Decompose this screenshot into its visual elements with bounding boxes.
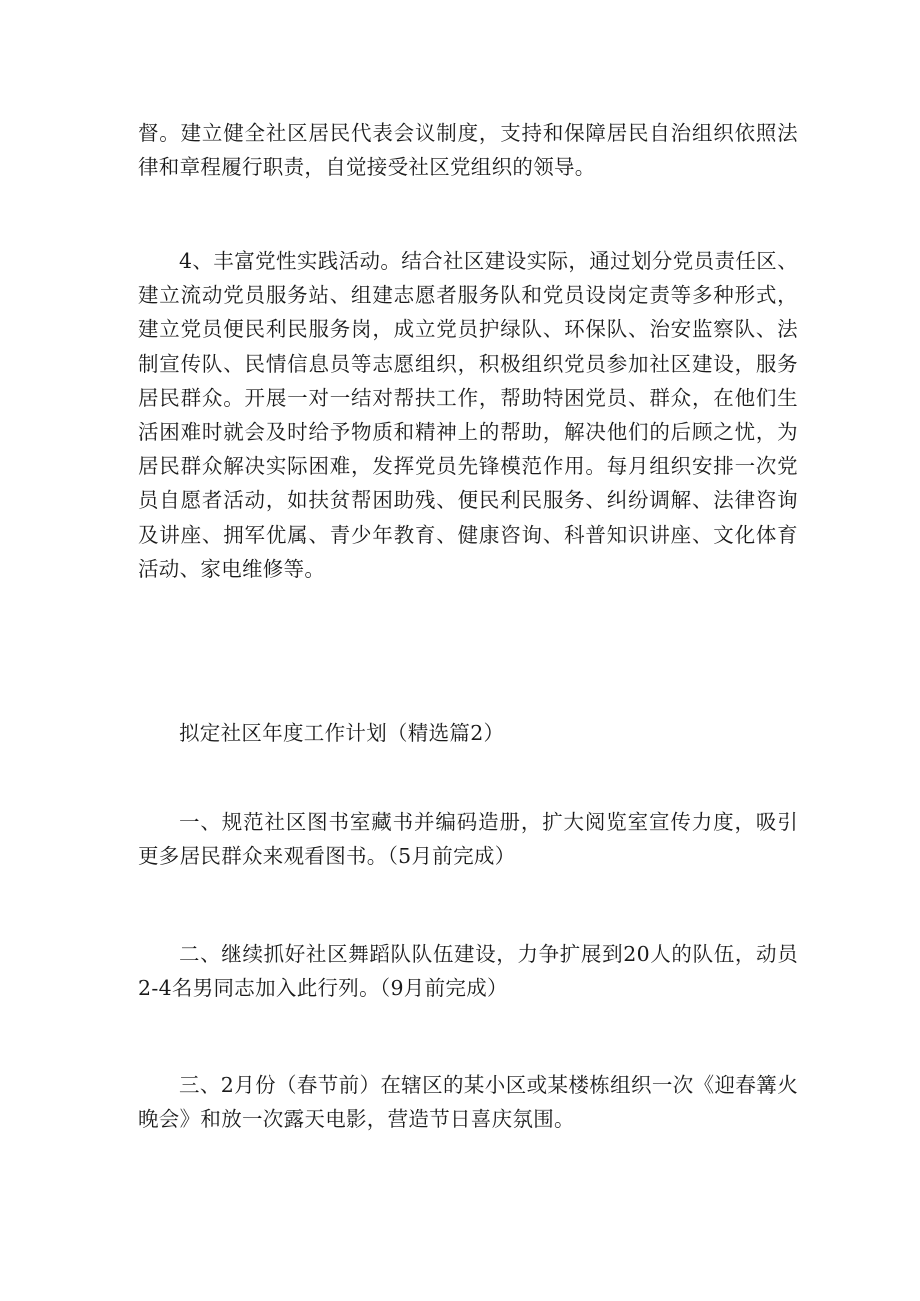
paragraph-item-one: 一、规范社区图书室藏书并编码造册，扩大阅览室宣传力度，吸引更多居民群众来观看图书。（5月前完成）	[138, 810, 798, 869]
paragraph-item-three: 三、2月份（春节前）在辖区的某小区或某楼栋组织一次《迎春篝火晚会》和放一次露天电影，营造节日喜庆氛围。	[138, 1073, 798, 1132]
paragraph-party-practice: 4、丰富党性实践活动。结合社区建设实际，通过划分党员责任区、建立流动党员服务站、组建志愿者服务队和党员设岗定责等多种形式，建立党员便民利民服务岗，成立党员护绿队、环保队、治安监察队、法制宣传队、民情信息员等志愿组织，积极组织党员参加社区建设，服务居民群众。开展一对一结对帮扶工作，帮助特困党员、群众，在他们生活困难时就会及时给予物质和精神上的帮助，解决他们的后顾之忧，为居民群众解决实际困难，发挥党员先锋模范作用。每月组织安排一次党员自愿者活动，如扶贫帮困助残、便民利民服务、纠纷调解、法律咨询及讲座、拥军优属、青少年教育、健康咨询、科普知识讲座、文化体育活动、家电维修等。	[138, 249, 798, 581]
paragraph-continuation: 督。建立健全社区居民代表会议制度，支持和保障居民自治组织依照法律和章程履行职责，自觉接受社区党组织的领导。	[138, 121, 798, 180]
section-heading: 拟定社区年度工作计划（精选篇2）	[179, 721, 505, 745]
paragraph-item-two: 二、继续抓好社区舞蹈队队伍建设，力争扩展到20人的队伍，动员2-4名男同志加入此行列。（9月前完成）	[138, 942, 798, 1001]
